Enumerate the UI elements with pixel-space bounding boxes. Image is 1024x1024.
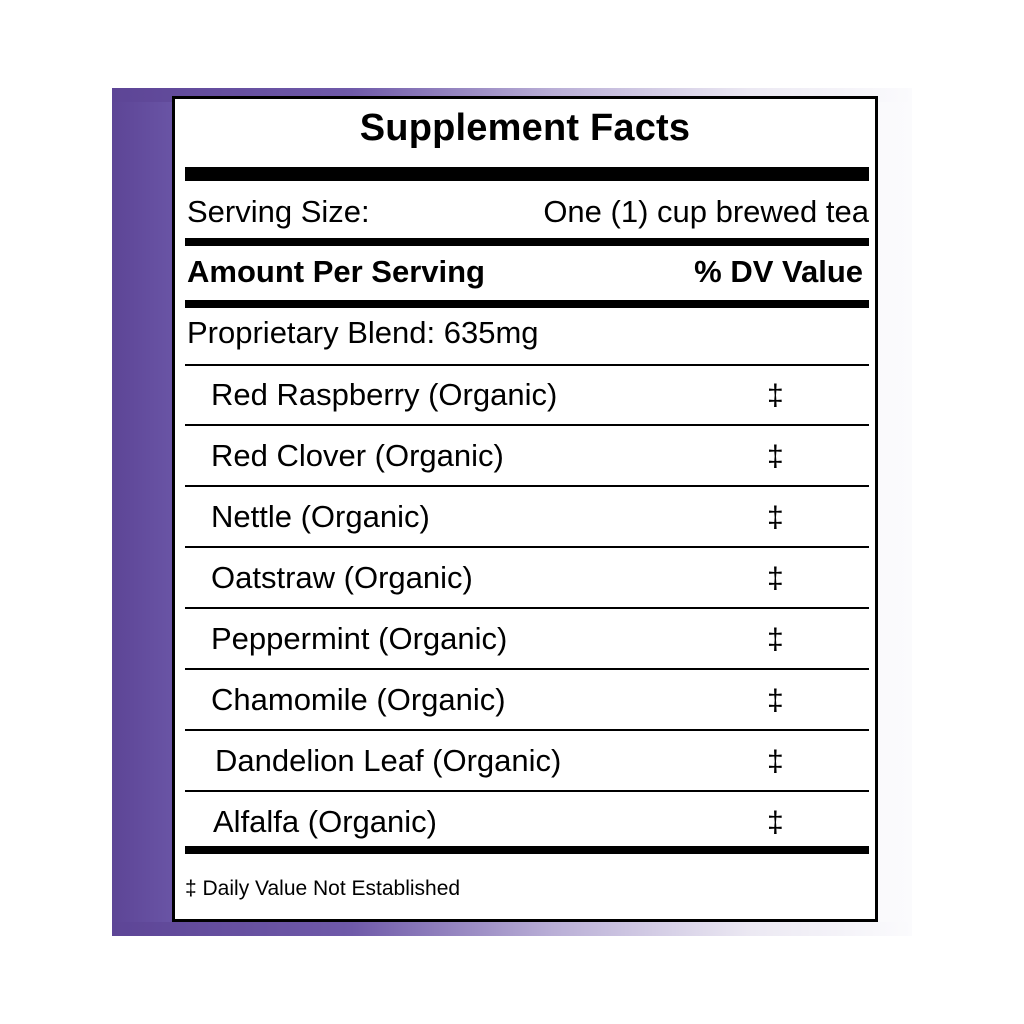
ingredient-name: Peppermint (Organic) [211, 621, 508, 656]
dagger-symbol: ‡ [767, 562, 784, 595]
ingredient-row [185, 792, 869, 853]
dagger-symbol: ‡ [767, 379, 784, 412]
amount-per-serving-heading: Amount Per Serving [187, 254, 485, 289]
ingredient-name: Alfalfa (Organic) [213, 804, 437, 839]
dagger-symbol: ‡ [767, 501, 784, 534]
ingredient-name: Red Clover (Organic) [211, 438, 504, 473]
supplement-facts-label [172, 96, 878, 922]
ingredient-row [185, 548, 869, 609]
ingredient-row [185, 487, 869, 548]
ingredient-row [185, 670, 869, 731]
proprietary-blend: Proprietary Blend: 635mg [187, 315, 539, 350]
dagger-symbol: ‡ [767, 623, 784, 656]
ingredient-row [185, 609, 869, 670]
ingredient-name: Nettle (Organic) [211, 499, 430, 534]
dagger-symbol: ‡ [767, 806, 784, 839]
serving-divider [185, 238, 869, 246]
bottom-divider [185, 846, 869, 854]
serving-size-label: Serving Size: [187, 194, 370, 229]
ingredient-name: Chamomile (Organic) [211, 682, 506, 717]
dagger-symbol: ‡ [767, 440, 784, 473]
ingredient-name: Oatstraw (Organic) [211, 560, 473, 595]
serving-size-value: One (1) cup brewed tea [543, 194, 869, 229]
dv-value-heading: % DV Value [694, 254, 863, 289]
daily-value-footnote: ‡ Daily Value Not Established [185, 877, 461, 900]
ingredient-row [185, 731, 869, 792]
header-divider [185, 300, 869, 308]
dagger-symbol: ‡ [767, 684, 784, 717]
dagger-symbol: ‡ [767, 745, 784, 778]
label-title: Supplement Facts [359, 107, 691, 149]
ingredient-row [185, 365, 869, 426]
ingredient-name: Dandelion Leaf (Organic) [215, 743, 562, 778]
ingredient-name: Red Raspberry (Organic) [211, 377, 558, 412]
ingredient-row [185, 426, 869, 487]
title-divider [185, 167, 869, 181]
